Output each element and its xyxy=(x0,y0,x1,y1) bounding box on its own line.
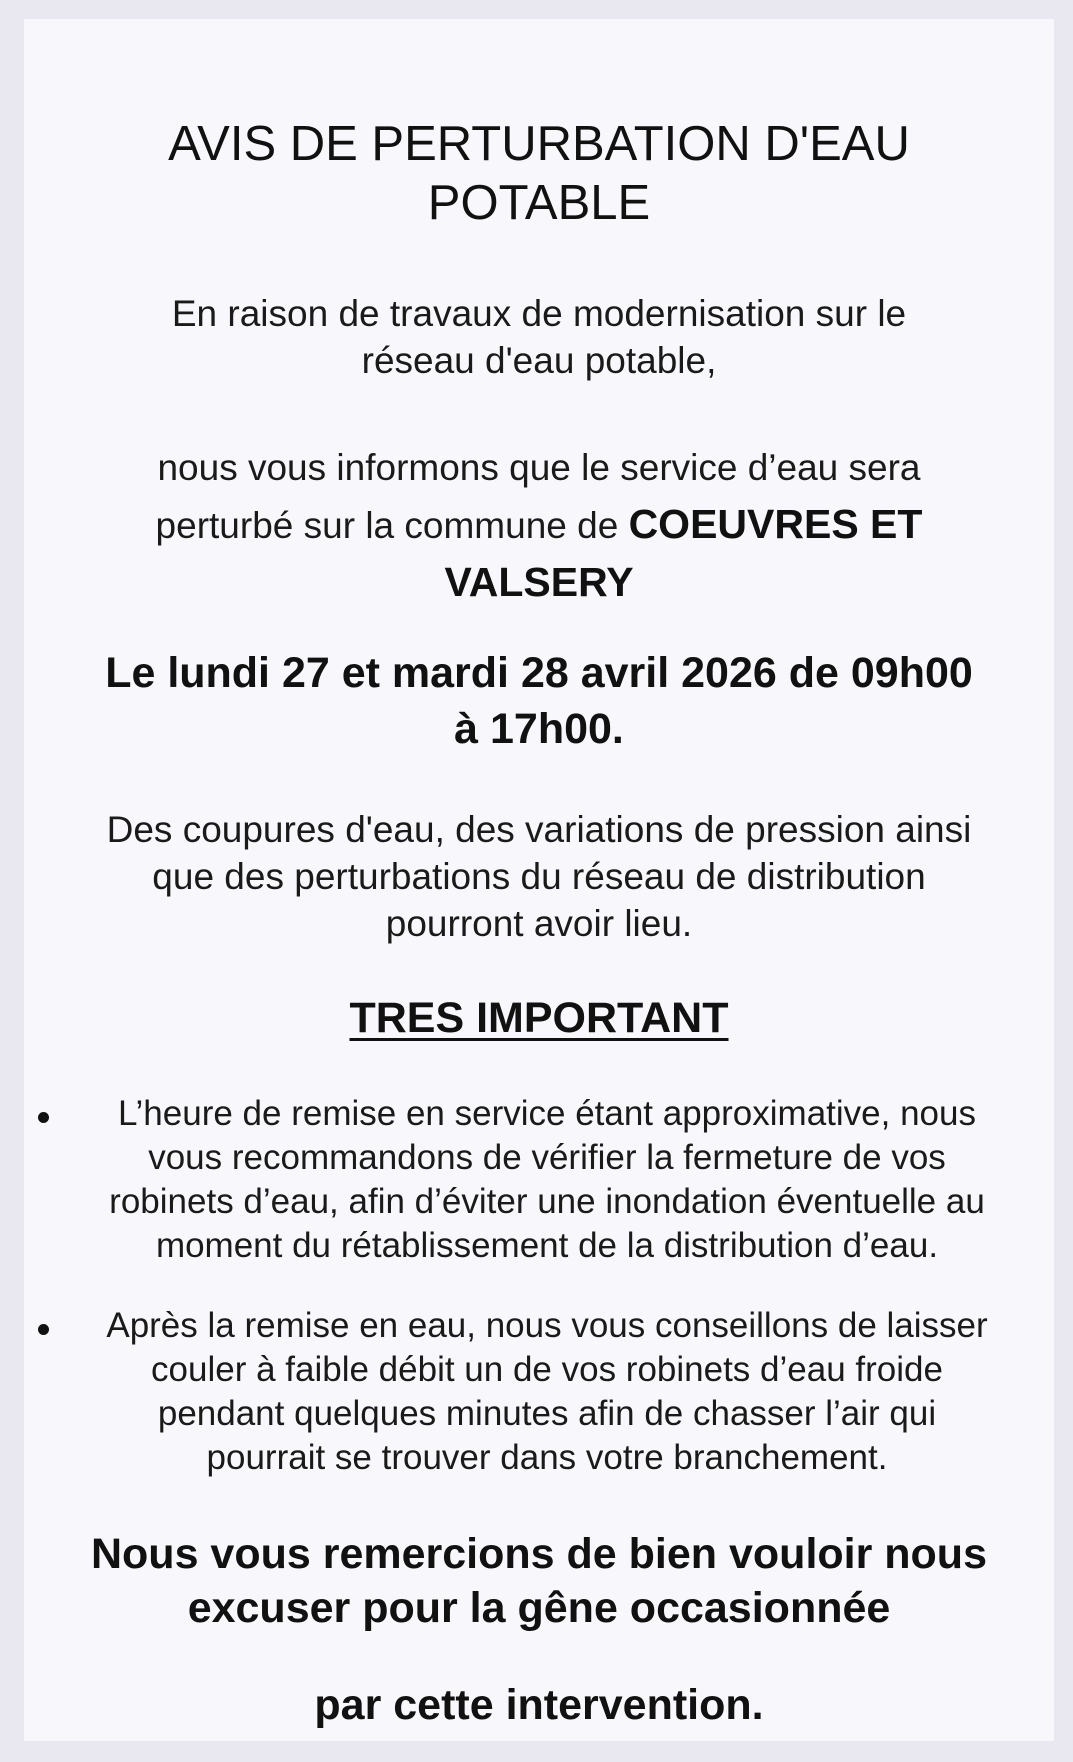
bullet-line: robinets d’eau, afin d’éviter une inondation éventuelle au xyxy=(109,1182,985,1221)
important-heading: TRES IMPORTANT xyxy=(349,994,729,1042)
bullet-line: pendant quelques minutes afin de chasser l’air qui xyxy=(157,1394,937,1433)
bullet-line: vous recommandons de vérifier la fermeture de vos xyxy=(148,1138,946,1177)
commune-name-cont: VALSERY xyxy=(444,559,634,605)
title-line: POTABLE xyxy=(427,176,651,230)
info-line: nous vous informons que le service d’eau sera xyxy=(157,447,921,488)
notice-card xyxy=(24,19,1054,1741)
bullet-line: couler à faible débit un de vos robinets d’eau froide xyxy=(151,1350,943,1389)
effects-line: que des perturbations du réseau de distribution xyxy=(152,856,926,897)
closing-line: par cette intervention. xyxy=(314,1681,764,1729)
info-line-prefix: perturbé sur la commune de xyxy=(155,505,629,546)
info-line xyxy=(24,496,1054,554)
intro-paragraph xyxy=(24,290,1054,384)
bullet-line: L’heure de remise en service étant approximative, nous xyxy=(118,1094,976,1133)
bullet-text xyxy=(70,1092,1024,1268)
bullet-text xyxy=(70,1304,1024,1480)
bullet-dot-icon xyxy=(38,1324,49,1335)
effects-line: pourront avoir lieu. xyxy=(385,903,693,944)
thanks-line: Nous vous remercions de bien vouloir nous xyxy=(90,1530,987,1578)
thanks-message xyxy=(24,1527,1054,1635)
intro-line: réseau d'eau potable, xyxy=(361,340,717,381)
intervention-dates xyxy=(24,645,1054,757)
dates-line: Le lundi 27 et mardi 28 avril 2026 de 09h00 xyxy=(105,649,973,697)
bullet-line: pourrait se trouver dans votre branchement. xyxy=(206,1438,888,1477)
notice-title xyxy=(24,115,1054,233)
dates-line: à 17h00. xyxy=(454,705,624,753)
effects-line: Des coupures d'eau, des variations de pression ainsi xyxy=(106,809,972,850)
thanks-line: excuser pour la gêne occasionnée xyxy=(187,1584,891,1632)
effects-paragraph xyxy=(24,806,1054,947)
info-paragraph xyxy=(24,440,1054,610)
intro-line: En raison de travaux de modernisation sur le xyxy=(171,293,907,334)
commune-name: COEUVRES ET xyxy=(628,501,923,547)
bullet-dot-icon xyxy=(38,1112,49,1123)
title-line: AVIS DE PERTURBATION D'EAU xyxy=(168,117,910,171)
bullet-line: Après la remise en eau, nous vous conseillons de laisser xyxy=(106,1306,988,1345)
bullet-line: moment du rétablissement de la distribution d’eau. xyxy=(155,1226,939,1265)
